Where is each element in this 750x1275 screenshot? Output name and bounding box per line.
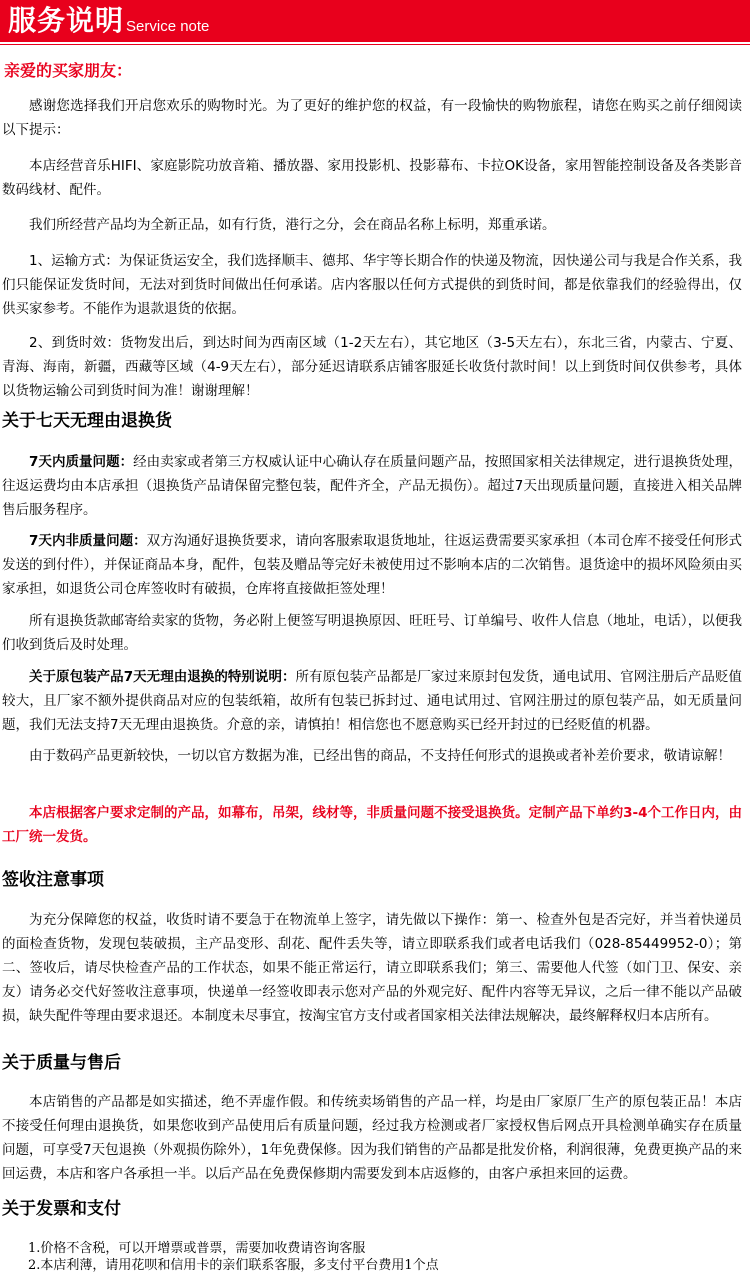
returns-quality-text: 经由卖家或者第三方权威认证中心确认存在质量问题产品，按照国家相关法律规定，进行退换货处理，往返运费均由本店承担（退换货产品请保留完整包装，配件齐全，产品无损伤）。超过7天出现质量问题，直接进入相关品牌售后服务程序。 xyxy=(2,454,742,518)
returns-heading: 关于七天无理由退换货 xyxy=(2,411,172,431)
header-title: 服务说明 xyxy=(8,4,125,37)
sign-heading: 签收注意事项 xyxy=(2,870,104,890)
service-note-header xyxy=(0,0,750,42)
returns-original-package-paragraph xyxy=(0,665,750,737)
returns-nonquality-paragraph xyxy=(0,529,750,601)
returns-custom-notice: 本店根据客户要求定制的产品，如幕布，吊架，线材等，非质量问题不接受退换货。定制产品下单约3-4个工作日内，由工厂统一发货。 xyxy=(2,805,742,845)
intro-paragraph-thanks: 感谢您选择我们开启您欢乐的购物时光。为了更好的维护您的权益，有一段愉快的购物旅程，请您在购买之前仔细阅读以下提示： xyxy=(2,98,742,138)
greeting: 亲爱的买家朋友： xyxy=(4,61,133,80)
intro-paragraph-genuine: 我们所经营产品均为全新正品，如有行货，港行之分，会在商品名称上标明，郑重承诺。 xyxy=(29,217,556,233)
returns-digital-paragraph: 由于数码产品更新较快，一切以官方数据为准，已经出售的商品，不支持任何形式的退换或者补差价要求，敬请谅解！ xyxy=(29,748,731,764)
returns-mail-paragraph: 所有退换货款邮寄给卖家的货物，务必附上便签写明退换原因、旺旺号、订单编号、收件人信息（地址，电话），以便我们收到货后及时处理。 xyxy=(2,613,742,653)
quality-heading: 关于质量与售后 xyxy=(2,1053,121,1073)
returns-original-package-label: 关于原包装产品7天无理由退换的特别说明： xyxy=(29,669,296,685)
header-subtitle: Service note xyxy=(126,18,210,35)
returns-original-package-text: 所有原包装产品都是厂家过来原封包发货，通电试用、官网注册后产品贬值较大，且厂家不额外提供商品对应的包装纸箱，故所有包装已拆封过、通电试用过、官网注册过的原包装产品，如无质量问题，我们无法支持7天无理由退换货。介意的亲，请慎拍！相信您也不愿意购买已经开封过的已经贬值的机器。 xyxy=(2,669,742,733)
intro-paragraph-products: 本店经营音乐HIFI、家庭影院功放音箱、播放器、家用投影机、投影幕布、卡拉OK设备，家用智能控制设备及各类影音数码线材、配件。 xyxy=(2,158,742,198)
quality-paragraph: 本店销售的产品都是如实描述，绝不弄虚作假。和传统卖场销售的产品一样，均是由厂家原厂生产的原包装正品！本店不接受任何理由退换货，如果您收到产品使用后有质量问题，经过我方检测或者厂家授权售后网点开具检测单确实存在质量问题，可享受7天包退换（外观损伤除外），1年免费保修。因为我们销售的产品都是批发价格，利润很薄，免费更换产品的来回运费，本店和客户各承担一半。以后产品在免费保修期内需要发到本店返修的，由客户承担来回的运费。 xyxy=(2,1094,742,1182)
returns-quality-label: 7天内质量问题： xyxy=(29,454,134,470)
header-divider xyxy=(0,44,750,45)
invoice-item-tax: 1.价格不含税，可以开增票或普票，需要加收费请咨询客服 xyxy=(28,1241,366,1256)
returns-nonquality-label: 7天内非质量问题： xyxy=(29,533,147,549)
invoice-heading: 关于发票和支付 xyxy=(2,1199,121,1219)
returns-quality-paragraph xyxy=(0,450,750,522)
intro-paragraph-delivery-time: 2、到货时效：货物发出后，到达时间为西南区域（1-2天左右），其它地区（3-5天左右），东北三省，内蒙古、宁夏、青海、海南，新疆，西藏等区域（4-9天左右），部分延迟请联系店铺客服延长收货付款时间！以上到货时间仅供参考，具体以货物运输公司到货时间为准！谢谢理解！ xyxy=(2,335,742,399)
invoice-list xyxy=(0,1240,750,1274)
sign-paragraph: 为充分保障您的权益，收货时请不要急于在物流单上签字，请先做以下操作：第一、检查外包是否完好，并当着快递员的面检查货物，发现包装破损，主产品变形、刮花、配件丢失等，请立即联系我们或者电话我们（028-85449952-0）；第二、签收后，请尽快检查产品的工作状态，如果不能正常运行，请立即联系我们；第三、需要他人代签（如门卫、保安、亲友）请务必交代好签收注意事项，快递单一经签收即表示您对产品的外观完好、配件内容等无异议，之后一律不能以产品破损，缺失配件等理由要求退还。本制度未尽事宜，按淘宝官方支付或者国家相关法律法规解决，最终解释权归本店所有。 xyxy=(2,912,742,1024)
returns-nonquality-text: 双方沟通好退换货要求，请向客服索取退货地址，往返运费需要买家承担（本司仓库不接受任何形式发送的到付件），并保证商品本身，配件，包装及赠品等完好未被使用过不影响本店的二次销售。退货途中的损坏风险须由买家承担，如退货公司仓库签收时有破损，仓库将直接做拒签处理！ xyxy=(2,533,742,597)
intro-paragraph-shipping: 1、运输方式：为保证货运安全，我们选择顺丰、德邦、华宇等长期合作的快递及物流，因快递公司与我是合作关系，我们只能保证发货时间，无法对到货时间做出任何承诺。店内客服以任何方式提供的到货时间，都是依靠我们的经验得出，仅供买家参考。不能作为退款退货的依据。 xyxy=(2,253,742,317)
invoice-item-payment: 2.本店利薄，请用花呗和信用卡的亲们联系客服，多支付平台费用1个点 xyxy=(28,1258,439,1273)
